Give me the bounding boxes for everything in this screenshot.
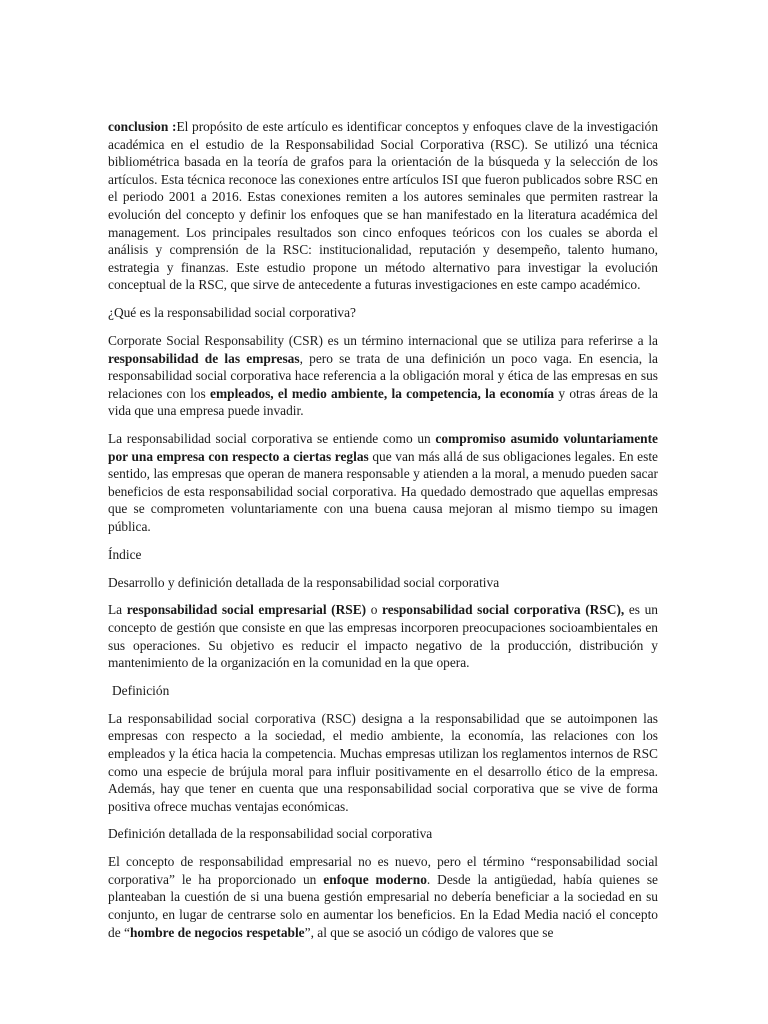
rse-paragraph: [108, 601, 658, 671]
bold-run: responsabilidad social empresarial (RSE): [126, 602, 367, 618]
bold-run: enfoque moderno: [323, 871, 427, 887]
bold-run: responsabilidad de las empresas: [108, 350, 300, 366]
text-run: La: [108, 602, 127, 618]
bold-run: compromiso asumido voluntariamente por una empresa con respecto a ciertas reglas: [108, 431, 659, 464]
text-run: El concepto de responsabilidad empresarial no es nuevo, pero el término “responsabilidad social corporativa” le ha proporcionado un: [108, 854, 658, 887]
index-heading: Índice: [108, 546, 142, 562]
text-run: y otras áreas de la vida que una empresa puede invadir.: [108, 385, 658, 419]
bold-run: responsabilidad social corporativa (RSC),: [382, 602, 625, 618]
conclusion-text: El propósito de este artículo es identificar conceptos y enfoques clave de la investigación académica en el estudio de la Responsabilidad Social Corporativa (RSC). Se utilizó una técnica bibliométrica basada en la teoría de grafos para la orientación de la búsqueda y la selección de los artículos. Esta técnica reconoce las conexiones entre artículos ISI que fueron publicados sobre RSC en el periodo 2001 a 2016. Estas conexiones remiten a los autores seminales que permiten rastrear la evolución del concepto y definir los enfoques que se han manifestado en la literatura académica del management. Los principales resultados son cinco enfoques teóricos con los cuales se aborda el análisis y comprensión de la RSC: institucionalidad, reputación y desempeño, talento humano, estrategia y finanzas. Este estudio propone un método alternativo para investigar la evolución conceptual de la RSC, que sirve de antecedente a futuras investigaciones en este campo académico.: [108, 119, 659, 293]
text-run: . Desde la antigüedad, había quienes se planteaban la cuestión de si una buena gestión empresarial no debería beneficiar a la sociedad en su conjunto, en lugar de centrarse solo en aumentar los beneficios. En la Edad Media nació el concepto de “: [108, 871, 658, 940]
text-run: La responsabilidad social corporativa se entiende como un: [108, 431, 436, 447]
document-page: [108, 118, 658, 951]
text-run: que van más allá de sus obligaciones legales. En este sentido, las empresas que operan de manera responsable y atienden a la moral, a menudo pueden sacar beneficios de esta responsabilidad social corporativa. Ha quedado demostrado que aquellas empresas que se comprometen voluntariamente con una buena causa mejoran al mismo tiempo su imagen pública.: [108, 448, 658, 535]
detailed-definition-heading: Definición detallada de la responsabilidad social corporativa: [108, 826, 433, 842]
development-heading: Desarrollo y definición detallada de la responsabilidad social corporativa: [108, 574, 500, 590]
bold-run: hombre de negocios respetable: [129, 924, 305, 940]
history-paragraph: [108, 853, 658, 941]
csr-definition-paragraph: [108, 332, 658, 420]
text-run: o: [366, 602, 382, 618]
conclusion-label: conclusion :: [108, 119, 177, 134]
definition-heading: Definición: [112, 682, 170, 698]
commitment-paragraph: [108, 430, 658, 536]
question-heading: ¿Qué es la responsabilidad social corporativa?: [108, 305, 357, 321]
text-run: Corporate Social Responsability (CSR) es un término internacional que se utiliza para referirse a la: [108, 332, 658, 348]
text-run: es un concepto de gestión que consiste en que las empresas incorporen preocupaciones socioambientales en sus operaciones. Su objetivo es reducir el impacto negativo de la producción, distribución y mantenimiento de la organización en la comunidad en la que opera.: [108, 602, 658, 671]
text-run: , pero se trata de una definición un poco vaga. En esencia, la responsabilidad social corporativa hace referencia a la obligación moral y ética de las empresas en sus relaciones con los: [108, 350, 658, 401]
text-run: ”, al que se asoció un código de valores que se: [304, 924, 554, 940]
rsc-designation-paragraph: La responsabilidad social corporativa (RSC) designa a la responsabilidad que se autoimponen las empresas con respecto a la sociedad, el medio ambiente, la economía, las relaciones con los empleados y la ética hacia la competencia. Muchas empresas utilizan los reglamentos internos de RSC como una especie de brújula moral para influir positivamente en el desarrollo ético de la empresa. Además, hay que tener en cuenta que una responsabilidad social corporativa que se vive de forma positiva ofrece muchas ventajas económicas.: [108, 710, 658, 814]
conclusion-paragraph: [108, 118, 658, 294]
bold-run: empleados, el medio ambiente, la competencia, la economía: [210, 385, 555, 401]
